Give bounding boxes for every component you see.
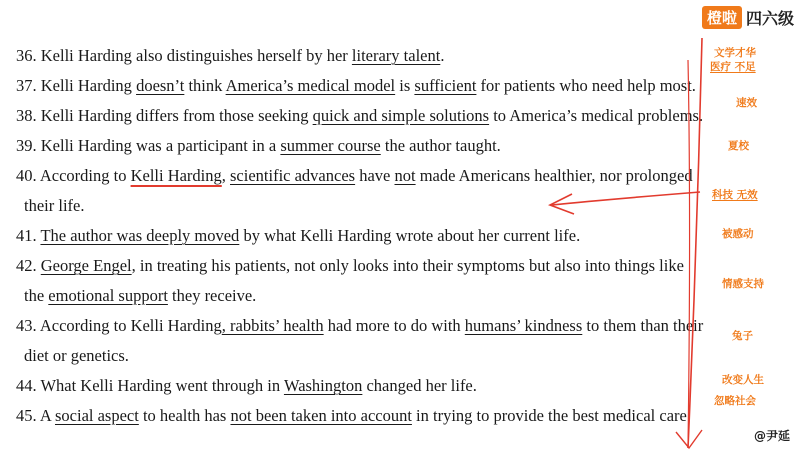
text: by what Kelli Harding wrote about her current life. <box>239 226 581 245</box>
statement-40 <box>16 161 776 191</box>
text: changed her life. <box>362 376 477 395</box>
note-moved: 被感动 <box>722 228 754 240</box>
text: the author taught. <box>380 136 501 155</box>
statement-38 <box>16 101 776 131</box>
text: 45. A <box>16 406 55 425</box>
note-summer-course: 夏校 <box>728 140 749 152</box>
note-quick-fix: 速效 <box>736 97 757 109</box>
statement-37 <box>16 71 776 101</box>
text: 43. According to Kelli Harding <box>16 316 222 335</box>
text: to America’s medical problems. <box>489 106 704 125</box>
underlined-phrase: Washington <box>283 376 363 395</box>
text: is <box>395 76 415 95</box>
underlined-phrase: , rabbits’ health <box>221 316 324 335</box>
underlined-phrase: sufficient <box>414 76 477 95</box>
red-underlined-phrase: Kelli Harding <box>130 166 222 185</box>
statement-45 <box>16 401 776 431</box>
text: had more to do with <box>323 316 465 335</box>
text: made Americans healthier, nor prolonged <box>415 166 693 185</box>
statement-41 <box>16 221 776 251</box>
underlined-phrase: George Engel <box>40 256 132 275</box>
watermark: @尹延 <box>753 429 790 443</box>
text: , <box>221 166 231 185</box>
note-medical-insufficient: 医疗 不足 <box>710 61 756 73</box>
text: 42. <box>16 256 41 275</box>
text: 44. What Kelli Harding went through in <box>16 376 284 395</box>
text: 36. Kelli Harding also distinguishes herself by her <box>16 46 352 65</box>
text: their life. <box>24 196 85 215</box>
statement-44 <box>16 371 776 401</box>
statement-43-cont <box>16 341 776 371</box>
statements-list <box>16 41 776 431</box>
underlined-phrase: not been taken into account <box>230 406 412 425</box>
text: 38. Kelli Harding differs from those seeking <box>16 106 313 125</box>
note-emotional-support: 情感支持 <box>722 278 764 290</box>
text: in trying to provide the best medical care. <box>411 406 691 425</box>
underlined-phrase: humans’ kindness <box>464 316 583 335</box>
statement-42 <box>16 251 776 281</box>
text: have <box>355 166 395 185</box>
underlined-phrase: doesn’t <box>136 76 185 95</box>
text: diet or genetics. <box>24 346 129 365</box>
text: . <box>440 46 445 65</box>
pen-arrow-down <box>676 430 702 448</box>
statement-39 <box>16 131 776 161</box>
note-social-ignored: 忽略社会 <box>714 395 756 407</box>
text: to them than their <box>582 316 704 335</box>
text: the <box>24 286 49 305</box>
text: to health has <box>138 406 231 425</box>
logo-text: 四六级 <box>745 9 794 28</box>
note-literary-talent: 文学才华 <box>714 47 756 59</box>
text: 41. <box>16 226 41 245</box>
text: they receive. <box>167 286 257 305</box>
note-rabbits: 兔子 <box>732 330 753 342</box>
statement-36 <box>16 41 776 71</box>
text: for patients who need help most. <box>476 76 696 95</box>
underlined-phrase: America’s medical model <box>225 76 396 95</box>
underlined-phrase: The author was deeply moved <box>40 226 240 245</box>
logo-badge: 橙啦 <box>702 6 742 29</box>
text: 37. Kelli Harding <box>16 76 137 95</box>
statement-42-cont <box>16 281 776 311</box>
underlined-phrase: summer course <box>280 136 381 155</box>
underlined-phrase: quick and simple solutions <box>312 106 490 125</box>
text: think <box>184 76 226 95</box>
underlined-phrase: emotional support <box>48 286 168 305</box>
underlined-phrase: social aspect <box>54 406 139 425</box>
underlined-phrase: literary talent <box>351 46 441 65</box>
statement-43 <box>16 311 776 341</box>
brand-logo <box>702 6 794 29</box>
note-life-changed: 改变人生 <box>722 374 764 386</box>
underlined-phrase: not <box>394 166 416 185</box>
text: 39. Kelli Harding was a participant in a <box>16 136 281 155</box>
text: 40. According to <box>16 166 131 185</box>
statement-40-cont <box>16 191 776 221</box>
underlined-phrase: scientific advances <box>230 166 356 185</box>
note-science-ineffective: 科技 无效 <box>712 189 758 201</box>
text: , in treating his patients, not only looks into their symptoms but also into things like <box>131 256 684 275</box>
